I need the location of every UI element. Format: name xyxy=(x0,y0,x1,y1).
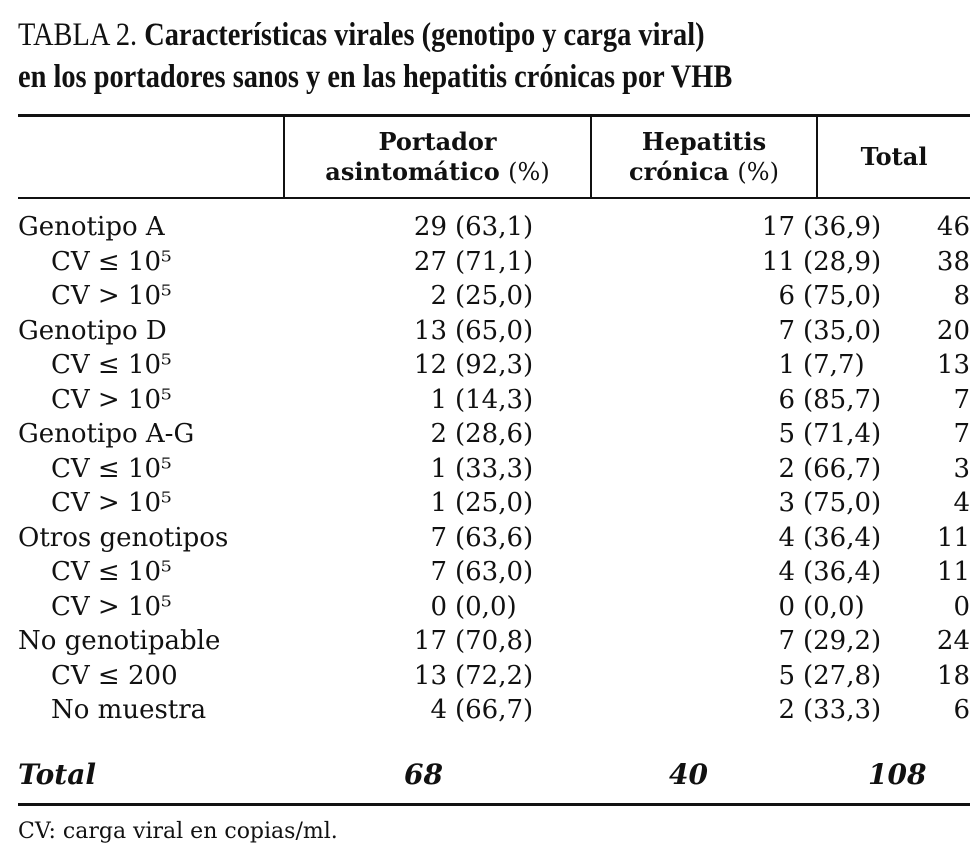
cronica-count: 7 xyxy=(778,626,795,656)
cell-portador xyxy=(319,383,631,418)
cronica-percent: (85,7) xyxy=(803,384,882,415)
cronica-count: 6 xyxy=(778,281,795,311)
title-text-line-1: Características virales (genotipo y carga viral) xyxy=(144,17,705,53)
table-row xyxy=(18,348,970,383)
cell-cronica xyxy=(631,279,897,314)
cell-portador xyxy=(319,624,631,659)
portador-count: 2 xyxy=(430,419,447,449)
header-portador-line1: Portador xyxy=(378,127,497,156)
cell-total: 38 xyxy=(936,246,970,277)
row-label: CV > 10⁵ xyxy=(51,591,172,622)
portador-count: 1 xyxy=(430,488,447,518)
cell-total: 24 xyxy=(936,626,970,656)
cell-portador xyxy=(319,555,631,590)
portador-percent: (63,6) xyxy=(455,522,534,553)
cronica-percent: (71,4) xyxy=(803,419,882,449)
header-cronica-word: crónica xyxy=(629,157,730,186)
row-label: CV > 10⁵ xyxy=(51,281,172,311)
portador-percent: (70,8) xyxy=(455,626,534,656)
portador-count: 1 xyxy=(430,384,447,415)
table-row xyxy=(18,452,970,487)
footnote: CV: carga viral en copias/ml. xyxy=(18,819,338,844)
cronica-count: 1 xyxy=(778,350,795,380)
portador-count: 4 xyxy=(430,695,447,725)
row-label: Genotipo A xyxy=(18,212,165,242)
total-row xyxy=(18,755,970,795)
cell-cronica xyxy=(631,590,897,625)
table-row xyxy=(18,521,970,556)
cronica-percent: (75,0) xyxy=(803,488,882,518)
cronica-count: 11 xyxy=(761,246,795,277)
table-row xyxy=(18,383,970,418)
portador-percent: (92,3) xyxy=(455,350,534,380)
header-cronica-line1: Hepatitis xyxy=(641,127,767,156)
table-row xyxy=(18,659,970,694)
cell-portador xyxy=(319,210,631,245)
cell-cronica xyxy=(631,624,897,659)
cronica-percent: (75,0) xyxy=(803,281,882,311)
cell-cronica xyxy=(631,693,897,728)
cell-total: 7 xyxy=(953,384,970,415)
title-line-1 xyxy=(18,14,835,56)
header-portador xyxy=(285,117,590,197)
cell-cronica xyxy=(631,555,897,590)
portador-count: 29 xyxy=(413,212,447,242)
cronica-percent: (0,0) xyxy=(803,591,865,622)
cronica-count: 0 xyxy=(778,591,795,622)
cronica-count: 2 xyxy=(778,695,795,725)
cell-cronica xyxy=(631,348,897,383)
cell-total: 46 xyxy=(936,212,970,242)
cronica-count: 2 xyxy=(778,453,795,484)
portador-percent: (66,7) xyxy=(455,695,534,725)
cell-total: 11 xyxy=(936,522,970,553)
cell-portador xyxy=(319,245,631,280)
table-row xyxy=(18,210,970,245)
portador-percent: (25,0) xyxy=(455,488,534,518)
portador-percent: (63,1) xyxy=(455,212,534,242)
row-label: CV > 10⁵ xyxy=(51,488,172,518)
cell-cronica xyxy=(631,452,897,487)
portador-percent: (25,0) xyxy=(455,281,534,311)
cell-portador xyxy=(319,279,631,314)
table-row xyxy=(18,693,970,728)
row-label: CV ≤ 10⁵ xyxy=(51,557,172,587)
cell-cronica xyxy=(631,486,897,521)
portador-count: 0 xyxy=(430,591,447,622)
cronica-percent: (36,4) xyxy=(803,557,882,587)
portador-percent: (63,0) xyxy=(455,557,534,587)
table-row xyxy=(18,624,970,659)
cell-cronica xyxy=(631,383,897,418)
cell-portador xyxy=(319,521,631,556)
header-portador-pct: (%) xyxy=(508,158,550,186)
cell-portador xyxy=(319,314,631,349)
header-portador-line2 xyxy=(325,157,549,187)
row-label: No genotipable xyxy=(18,626,221,656)
cell-cronica xyxy=(631,210,897,245)
row-label: CV > 10⁵ xyxy=(51,384,172,415)
cell-total: 8 xyxy=(953,281,970,311)
portador-percent: (28,6) xyxy=(455,419,534,449)
header-total-label: Total xyxy=(860,142,928,171)
portador-count: 1 xyxy=(430,453,447,484)
cell-total: 11 xyxy=(936,557,970,587)
cell-cronica xyxy=(631,521,897,556)
row-label: Genotipo D xyxy=(18,315,167,346)
table-title xyxy=(18,14,968,98)
cell-total: 18 xyxy=(936,660,970,691)
data-table xyxy=(18,210,970,728)
cell-portador xyxy=(319,659,631,694)
cronica-count: 17 xyxy=(761,212,795,242)
cell-total: 0 xyxy=(953,591,970,622)
cronica-percent: (35,0) xyxy=(803,315,882,346)
cell-portador xyxy=(319,693,631,728)
cronica-percent: (33,3) xyxy=(803,695,882,725)
header-cronica xyxy=(592,117,816,197)
header-rule xyxy=(18,197,970,199)
cronica-percent: (27,8) xyxy=(803,660,882,691)
portador-count: 13 xyxy=(413,315,447,346)
cronica-percent: (7,7) xyxy=(803,350,865,380)
cell-cronica xyxy=(631,245,897,280)
cell-portador xyxy=(319,452,631,487)
cronica-percent: (36,4) xyxy=(803,522,882,553)
row-label: Genotipo A-G xyxy=(18,419,195,449)
row-label: CV ≤ 10⁵ xyxy=(51,246,172,277)
cell-portador xyxy=(319,486,631,521)
cell-total: 6 xyxy=(953,695,970,725)
cell-portador xyxy=(319,417,631,452)
cell-cronica xyxy=(631,417,897,452)
total-portador: 68 xyxy=(404,758,443,791)
bottom-rule xyxy=(18,803,970,806)
cronica-count: 4 xyxy=(778,557,795,587)
table-row xyxy=(18,417,970,452)
portador-count: 27 xyxy=(413,246,447,277)
portador-count: 2 xyxy=(430,281,447,311)
portador-count: 7 xyxy=(430,557,447,587)
header-total xyxy=(818,117,970,197)
portador-percent: (0,0) xyxy=(455,591,517,622)
portador-percent: (71,1) xyxy=(455,246,534,277)
cell-total: 13 xyxy=(936,350,970,380)
row-label: CV ≤ 200 xyxy=(51,660,178,691)
header-cronica-line2 xyxy=(629,157,779,187)
cell-total: 7 xyxy=(953,419,970,449)
cronica-count: 7 xyxy=(778,315,795,346)
cronica-percent: (36,9) xyxy=(803,212,882,242)
table-number-label: TABLA 2. xyxy=(18,17,138,53)
cronica-count: 4 xyxy=(778,522,795,553)
header-cronica-pct: (%) xyxy=(737,158,779,186)
table-row xyxy=(18,555,970,590)
table-row xyxy=(18,590,970,625)
cell-total: 20 xyxy=(936,315,970,346)
portador-percent: (72,2) xyxy=(455,660,534,691)
portador-count: 17 xyxy=(413,626,447,656)
cell-total: 4 xyxy=(953,488,970,518)
table-row xyxy=(18,245,970,280)
table-row xyxy=(18,279,970,314)
cronica-percent: (66,7) xyxy=(803,453,882,484)
row-label: CV ≤ 10⁵ xyxy=(51,350,172,380)
total-cronica: 40 xyxy=(669,758,708,791)
portador-percent: (65,0) xyxy=(455,315,534,346)
cell-portador xyxy=(319,348,631,383)
cell-cronica xyxy=(631,314,897,349)
cronica-count: 6 xyxy=(778,384,795,415)
total-label: Total xyxy=(18,758,97,791)
cronica-percent: (29,2) xyxy=(803,626,882,656)
portador-percent: (33,3) xyxy=(455,453,534,484)
cronica-count: 5 xyxy=(778,419,795,449)
row-label: CV ≤ 10⁵ xyxy=(51,453,172,484)
total-total: 108 xyxy=(868,758,927,791)
portador-count: 12 xyxy=(413,350,447,380)
cell-total: 3 xyxy=(953,453,970,484)
row-label: No muestra xyxy=(51,695,207,725)
portador-count: 13 xyxy=(413,660,447,691)
header-portador-word: asintomático xyxy=(325,157,500,186)
portador-percent: (14,3) xyxy=(455,384,534,415)
portador-count: 7 xyxy=(430,522,447,553)
cell-portador xyxy=(319,590,631,625)
cronica-percent: (28,9) xyxy=(803,246,882,277)
title-line-2: en los portadores sanos y en las hepatitis crónicas por VHB xyxy=(18,59,733,95)
cell-cronica xyxy=(631,659,897,694)
cronica-count: 5 xyxy=(778,660,795,691)
table-row xyxy=(18,314,970,349)
table-row xyxy=(18,486,970,521)
row-label: Otros genotipos xyxy=(18,522,229,553)
cronica-count: 3 xyxy=(778,488,795,518)
